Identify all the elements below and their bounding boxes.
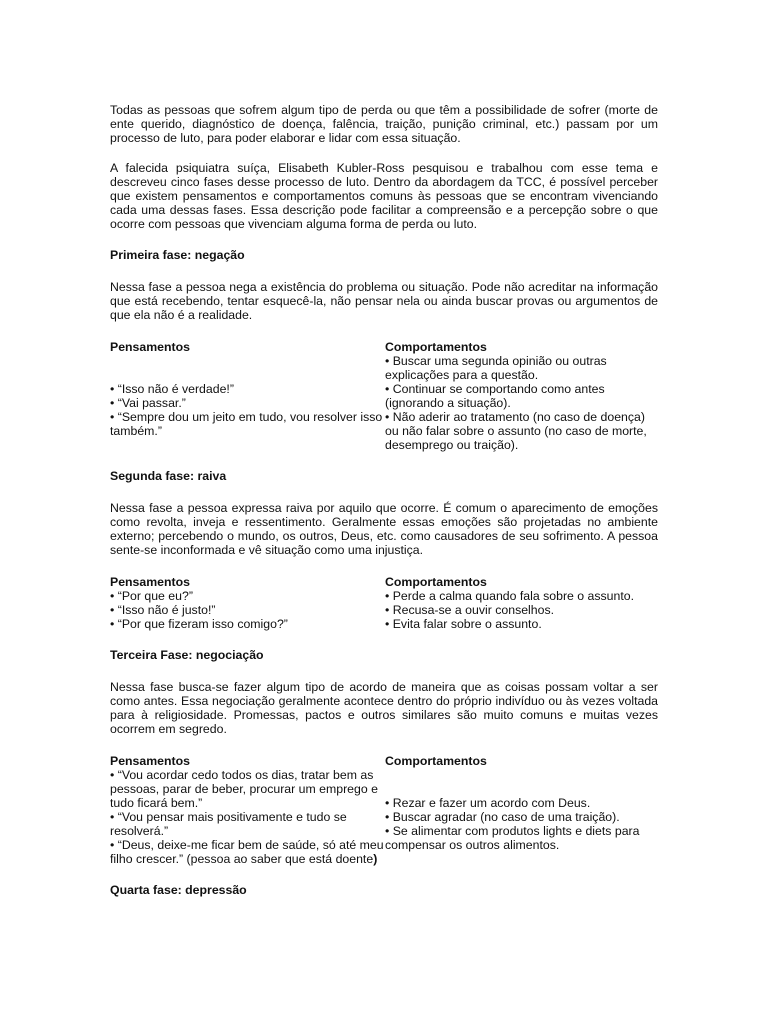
behaviors-heading: Comportamentos [385,340,487,354]
closing-parenthesis: ) [373,852,378,866]
thoughts-heading: Pensamentos [110,340,190,354]
intro-paragraph: Todas as pessoas que sofrem algum tipo de perda ou que têm a possibilidade de sofrer (morte de ente querido, diagnóstico de doença, falência, traição, punição criminal, etc.) passam por um processo de luto, para poder elaborar e lidar com essa situação. [110,103,658,145]
list-item: • Não aderir ao tratamento (no caso de doença) ou não falar sobre o assunto (no caso de morte, desemprego ou traição). [385,410,647,452]
list-item: • “Vou acordar cedo todos os dias, tratar bem as pessoas, parar de beber, procurar um emprego e tudo ficará bem.” [110,768,378,810]
thoughts-list [110,768,385,866]
list-item: • Continuar se comportando como antes (ignorando a situação). [385,382,605,410]
list-item: • “Vou pensar mais positivamente e tudo se resolverá.” [110,810,347,838]
list-item-text: • “Deus, deixe-me ficar bem de saúde, só até meu filho crescer.” (pessoa ao saber que está doente [110,838,384,866]
list-item: • Se alimentar com produtos lights e diets para compensar os outros alimentos. [385,824,640,852]
list-item: • “Por que eu?” [110,589,193,603]
phase-description: Nessa fase a pessoa expressa raiva por aquilo que ocorre. É comum o aparecimento de emoções como revolta, inveja e ressentimento. Geralmente essas emoções são projetadas no ambiente externo; percebendo o mundo, os outros, Deus, etc. como causadores de seu sofrimento. A pessoa sente-se inconformada e vê situação como uma injustiça. [110,501,658,557]
thoughts-list [110,354,385,438]
phase-heading: Primeira fase: negação [110,248,245,262]
list-item: • “Isso não é verdade!” [110,382,234,396]
behaviors-column [385,340,658,452]
list-item: • “Sempre dou um jeito em tudo, vou resolver isso também.” [110,410,383,438]
list-item: • Perde a calma quando fala sobre o assunto. [385,589,635,603]
list-item: • Buscar uma segunda opinião ou outras explicações para a questão. [385,354,607,382]
list-item [110,838,385,866]
behaviors-list [385,354,658,452]
phase-heading: Quarta fase: depressão [110,883,247,897]
behaviors-column [385,575,658,631]
behaviors-heading: Comportamentos [385,754,487,768]
list-item: • Rezar e fazer um acordo com Deus. [385,796,591,810]
phase-description: Nessa fase busca-se fazer algum tipo de acordo de maneira que as coisas possam voltar a ser como antes. Essa negociação geralmente acontece dentro do próprio indivíduo ou às vezes voltada para à religiosidade. Promessas, pactos e outros similares são muito comuns e muitas vezes ocorrem em segredo. [110,680,658,736]
phase-heading: Segunda fase: raiva [110,469,227,483]
thoughts-list [110,589,385,631]
phase-table [110,754,658,866]
phase-description: Nessa fase a pessoa nega a existência do problema ou situação. Pode não acreditar na informação que está recebendo, tentar esquecê-la, não pensar nela ou ainda buscar provas ou argumentos de que ela não é a realidade. [110,280,658,322]
behaviors-heading: Comportamentos [385,575,487,589]
list-item: • Evita falar sobre o assunto. [385,617,542,631]
behaviors-list [385,589,658,631]
document-content [110,103,658,897]
behaviors-list [385,768,658,852]
list-item: • “Vai passar.” [110,396,186,410]
thoughts-column [110,575,385,631]
thoughts-column [110,754,385,866]
list-item: • “Por que fizeram isso comigo?” [110,617,288,631]
thoughts-heading: Pensamentos [110,575,190,589]
thoughts-column [110,340,385,438]
thoughts-heading: Pensamentos [110,754,190,768]
phase-table [110,340,658,452]
phase-table [110,575,658,631]
list-item: • Buscar agradar (no caso de uma traição). [385,810,620,824]
phase-heading: Terceira Fase: negociação [110,648,264,662]
list-item: • Recusa-se a ouvir conselhos. [385,603,555,617]
behaviors-column [385,754,658,852]
list-item: • “Isso não é justo!” [110,603,216,617]
intro-paragraph: A falecida psiquiatra suíça, Elisabeth Kubler-Ross pesquisou e trabalhou com esse tema e descreveu cinco fases desse processo de luto. Dentro da abordagem da TCC, é possível perceber que existem pensamentos e comportamentos comuns às pessoas que se encontram vivenciando cada uma dessas fases. Essa descrição pode facilitar a compreensão e a percepção sobre o que ocorre com pessoas que vivenciam alguma forma de perda ou luto. [110,161,658,231]
